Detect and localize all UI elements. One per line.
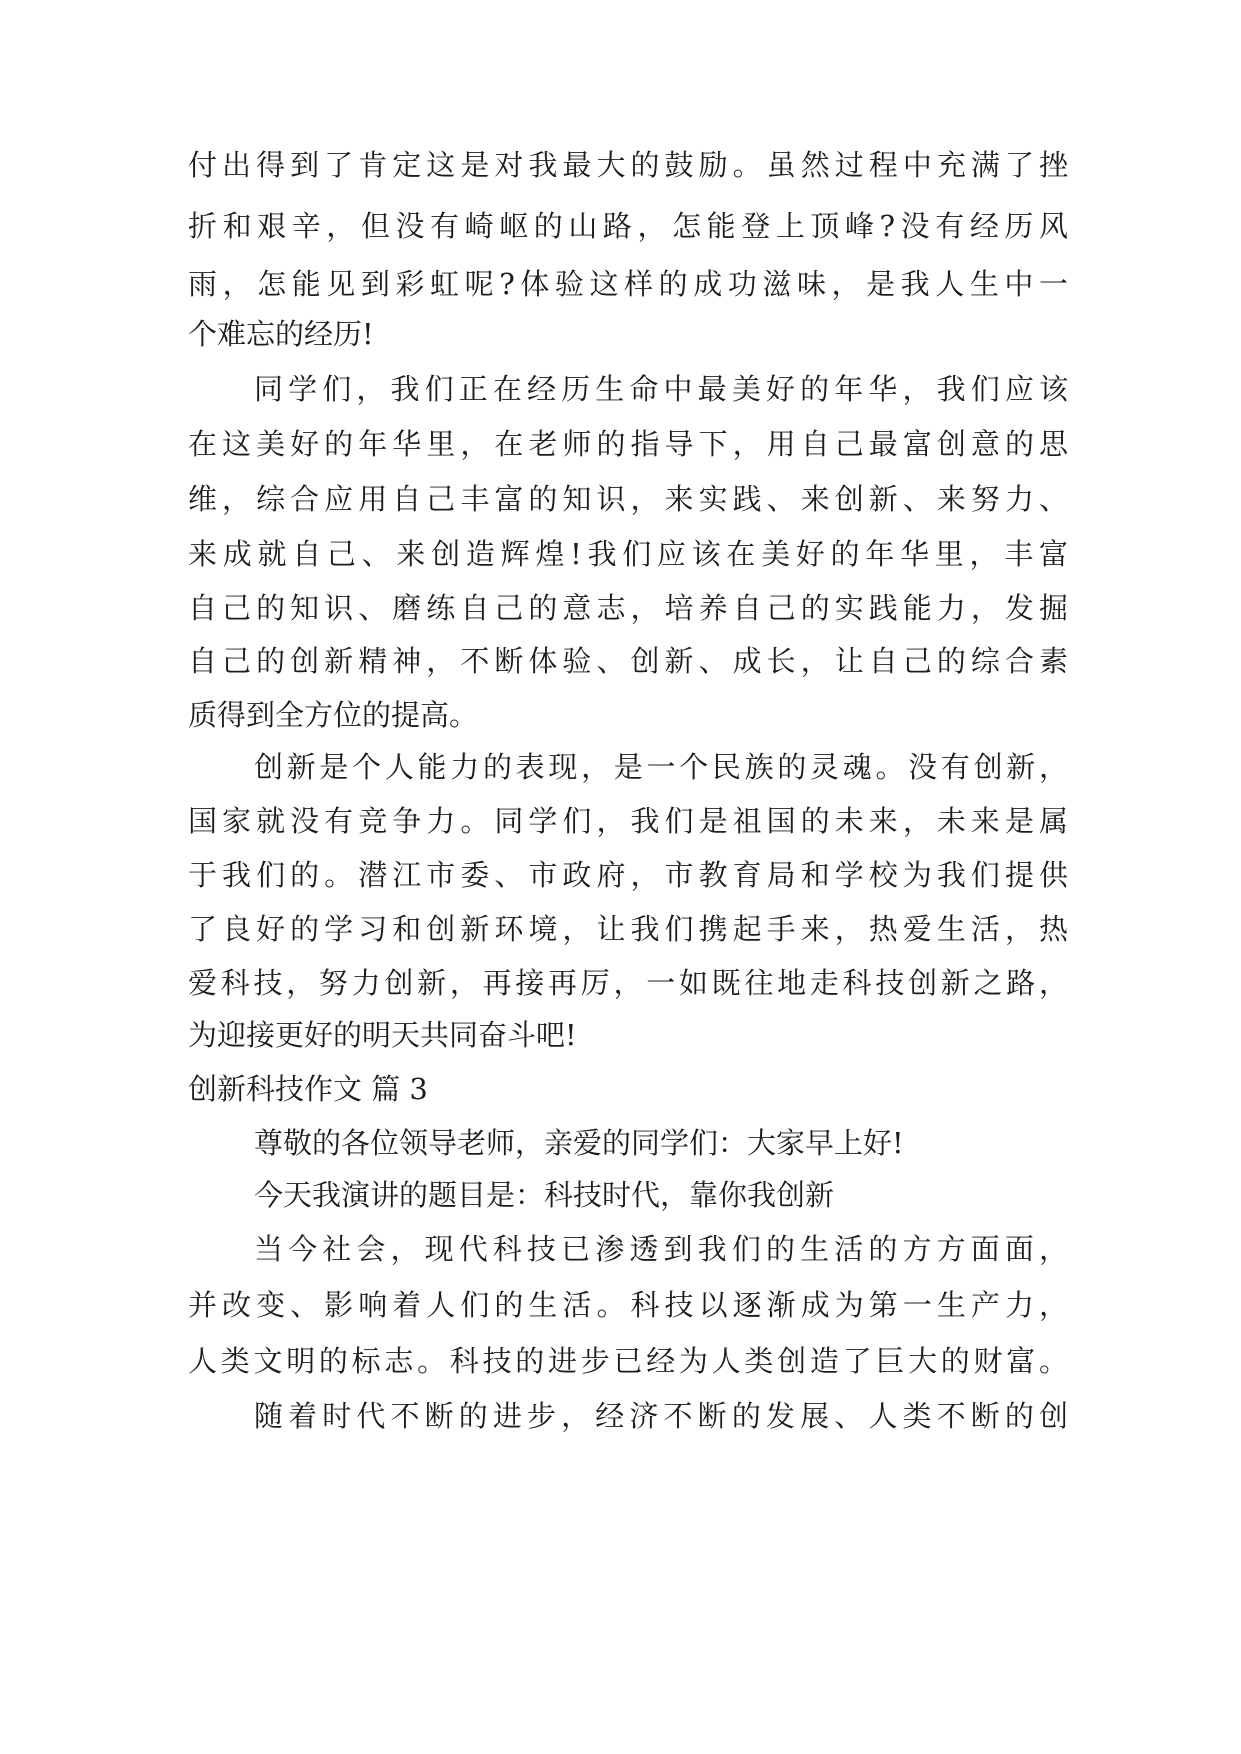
paragraph-line: 同学们，我们正在经历生命中最美好的年华，我们应该 bbox=[254, 372, 1068, 406]
paragraph-line: 雨，怎能见到彩虹呢?体验这样的成功滋味，是我人生中一 bbox=[188, 267, 1068, 301]
paragraph-line: 了良好的学习和创新环境，让我们携起手来，热爱生活，热 bbox=[188, 912, 1068, 946]
paragraph-line: 爱科技，努力创新，再接再厉，一如既往地走科技创新之路， bbox=[188, 966, 1068, 1000]
paragraph-line: 今天我演讲的题目是：科技时代，靠你我创新 bbox=[254, 1178, 835, 1212]
paragraph-line: 质得到全方位的提高。 bbox=[188, 698, 479, 732]
paragraph-line: 创新是个人能力的表现，是一个民族的灵魂。没有创新， bbox=[254, 750, 1068, 784]
paragraph-line: 于我们的。潜江市委、市政府，市教育局和学校为我们提供 bbox=[188, 858, 1068, 892]
paragraph-line: 维，综合应用自己丰富的知识，来实践、来创新、来努力、 bbox=[188, 482, 1068, 516]
paragraph-line: 为迎接更好的明天共同奋斗吧! bbox=[188, 1018, 577, 1052]
paragraph-line: 折和艰辛，但没有崎岖的山路，怎能登上顶峰?没有经历风 bbox=[188, 209, 1068, 243]
paragraph-line: 来成就自己、来创造辉煌!我们应该在美好的年华里，丰富 bbox=[188, 537, 1068, 571]
paragraph-line: 尊敬的各位领导老师，亲爱的同学们：大家早上好! bbox=[254, 1126, 904, 1160]
paragraph-line: 人类文明的标志。科技的进步已经为人类创造了巨大的财富。 bbox=[188, 1344, 1068, 1378]
paragraph-line: 当今社会，现代科技已渗透到我们的生活的方方面面， bbox=[254, 1232, 1068, 1266]
paragraph-line: 自己的知识、磨练自己的意志，培养自己的实践能力，发掘 bbox=[188, 591, 1068, 625]
paragraph-line: 在这美好的年华里，在老师的指导下，用自己最富创意的思 bbox=[188, 427, 1068, 461]
paragraph-line: 国家就没有竞争力。同学们，我们是祖国的未来，未来是属 bbox=[188, 804, 1068, 838]
paragraph-line: 并改变、影响着人们的生活。科技以逐渐成为第一生产力， bbox=[188, 1288, 1068, 1322]
section-heading: 创新科技作文 篇 3 bbox=[188, 1072, 428, 1106]
paragraph-line: 自己的创新精神，不断体验、创新、成长，让自己的综合素 bbox=[188, 644, 1068, 678]
paragraph-line: 个难忘的经历! bbox=[188, 317, 374, 351]
paragraph-line: 随着时代不断的进步，经济不断的发展、人类不断的创 bbox=[254, 1399, 1068, 1433]
paragraph-line: 付出得到了肯定这是对我最大的鼓励。虽然过程中充满了挫 bbox=[188, 148, 1068, 182]
